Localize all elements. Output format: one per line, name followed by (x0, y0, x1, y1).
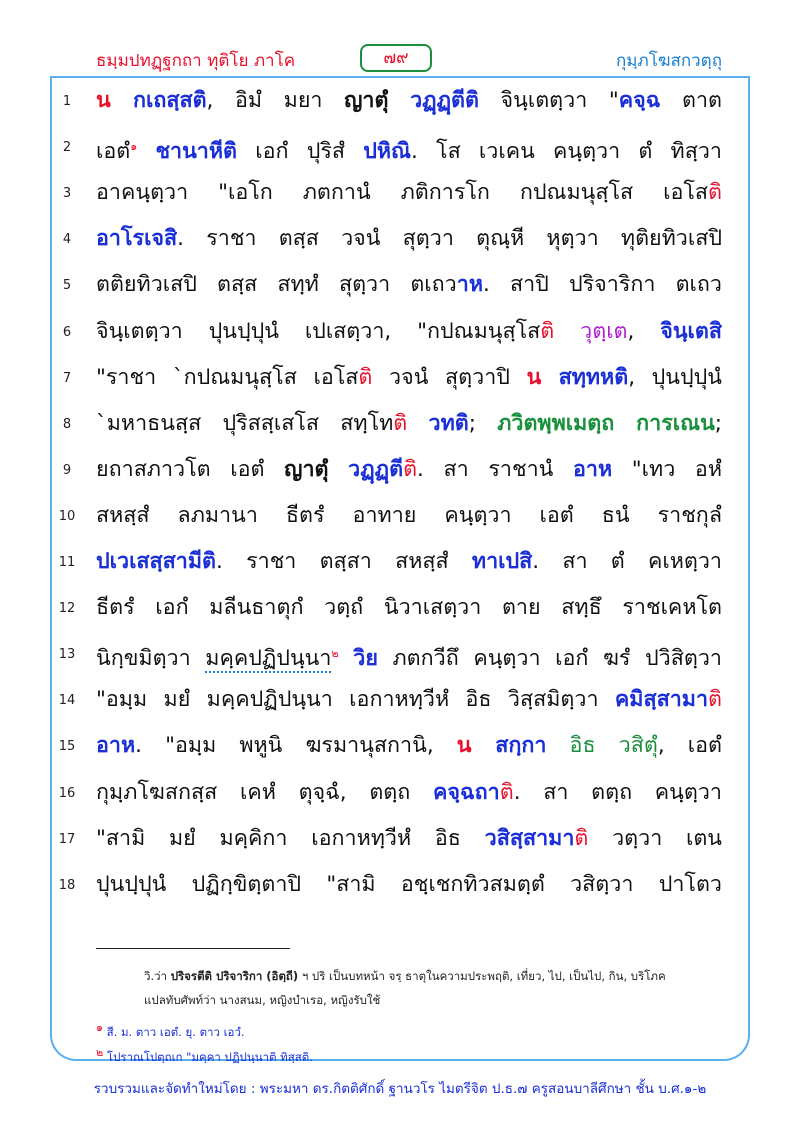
text-line (0, 130, 800, 164)
line-number: 6 (62, 324, 72, 340)
text-line (0, 776, 800, 810)
line-number: 14 (58, 693, 76, 709)
text-run: สกฺกา (495, 733, 547, 759)
line-number: 11 (58, 555, 76, 570)
text-run: ทาเปสิ (471, 549, 533, 574)
text-run: ติ (708, 687, 722, 713)
line-number: 13 (58, 647, 76, 663)
text-run: ; (468, 410, 498, 436)
footnote-2-marker: ๑ (96, 1021, 103, 1034)
footer-credit: รวบรวมและจัดทำใหม่โดย : พระมหา ดร.กิตติศักดิ์ ฐานวโร ไมตรีจิต ป.ธ.๗ ครูสอนบาลีศึกษา ชั้น บ.ศ.๑-๒ (93, 1081, 707, 1097)
text-run: น (456, 733, 496, 759)
text-line (0, 822, 800, 856)
line-text (96, 315, 722, 349)
text-run: . สา ตตฺถ คนฺตฺวา (513, 779, 722, 805)
line-text (96, 453, 722, 487)
text-run: ภวิตพฺพเมตฺถ การเณน (497, 410, 715, 436)
text-run: คจฺฉถา (433, 779, 500, 805)
text-run: วตฺวา เตน (588, 825, 722, 851)
footnote-2-text: สี. ม. ตาว เอตํ. ยุ. ตาว เอวํ. (106, 1024, 245, 1039)
text-run: . สา ราชานํ (417, 456, 573, 482)
text-run: ; (714, 410, 722, 436)
line-number: 5 (62, 278, 72, 294)
text-run: ยถาสภาวโต เอตํ (96, 456, 285, 482)
text-line (0, 637, 800, 671)
line-text (96, 729, 722, 763)
page-number-badge: ๗๙ (360, 44, 432, 72)
text-run: น (526, 364, 559, 390)
text-run: ติ (358, 364, 373, 390)
footnote-3 (96, 1043, 313, 1067)
text-run: วิย (353, 646, 378, 672)
line-text (96, 683, 722, 717)
footnote-1-line2: แปลทับศัพท์ว่า นางสนม, หญิงบำเรอ, หญิงรับใช้ (144, 993, 381, 1007)
text-run: วสิสฺสามา (484, 825, 575, 851)
line-number: 18 (58, 877, 76, 893)
line-text (96, 822, 722, 856)
text-run: "ราชา `กปณมนุสฺโส เอโส (96, 364, 359, 390)
text-line (0, 361, 800, 395)
line-number: 12 (58, 601, 76, 617)
footnote-3-marker: ๒ (96, 1046, 104, 1059)
text-run: ญาตุํ (344, 88, 389, 113)
line-number: 15 (58, 739, 76, 755)
text-run (407, 411, 428, 436)
line-text (96, 407, 722, 441)
header-book-title: กุมฺภโฆสกวตฺถุ (615, 51, 722, 71)
footnote-1-term: ปริจรตีติ ปริจาริกา (อิตฺถี) (170, 969, 299, 983)
text-run: ๑ (130, 140, 138, 154)
text-run: ตติยทิวเสปิ ตสฺส สทฺทํ สุตฺวา ตเถว (96, 272, 457, 298)
text-run: . ราชา ตสฺสา สหสฺสํ (216, 549, 472, 574)
line-text (96, 776, 722, 810)
text-run: ปเวเสสฺสามีติ (96, 549, 216, 574)
text-run (137, 139, 155, 164)
line-text (96, 591, 722, 625)
text-run: ติ (393, 410, 408, 436)
footnote-1-text: ฯ ปริ เป็นบทหน้า จรฺ ธาตุในความประพฤติ, เที่ยว, ไป, เป็นไป, กิน, บริโภค (301, 969, 666, 983)
text-run: คจฺฉ (618, 88, 661, 113)
text-run (554, 319, 580, 344)
footnote-1 (144, 968, 666, 986)
text-line (0, 222, 800, 256)
text-run: จินฺเตสิ (660, 318, 722, 344)
text-run: , อิมํ มยา (206, 88, 345, 113)
line-number: 7 (62, 370, 72, 386)
text-line (0, 176, 800, 210)
text-run: ติ (499, 779, 514, 805)
text-run: ติ (708, 180, 722, 206)
text-run: วุตฺเต (580, 318, 628, 344)
line-number: 1 (62, 94, 72, 109)
line-text (96, 84, 722, 118)
text-run: สทฺทหติ (558, 364, 629, 390)
text-run: นิกฺขมิตฺวา (96, 646, 206, 672)
footnote-1-label: วิ.ว่า (144, 969, 168, 983)
text-run: . สาปิ ปริจาริกา ตเถว (483, 272, 722, 298)
text-line (0, 315, 800, 349)
text-run: , ปุนปฺปุนํ (628, 364, 722, 390)
line-text (96, 222, 722, 256)
text-line (0, 499, 800, 533)
line-text (96, 868, 722, 902)
text-run: ญาตุํ (284, 456, 329, 482)
text-run: "อมฺม มยํ มคฺคปฏิปนฺนา เอกาหทฺวีหํ อิธ วิสฺสมิตฺวา (96, 687, 615, 713)
text-run: อาโรเจสิ (96, 226, 178, 252)
text-run: . "อมฺม พหูนิ ฆรมานุสกานิ, (135, 733, 457, 759)
text-run: ติ (540, 318, 555, 344)
text-line (0, 407, 800, 441)
line-number: 9 (62, 462, 72, 478)
text-run: วฏฺฏฺตี (348, 456, 404, 482)
line-number: 2 (62, 140, 72, 156)
text-run: น (96, 88, 133, 113)
text-run: สหสฺสํ ลภมานา ธีตรํ อาทาย คนฺตฺวา เอตํ ธนํ ราชกุลํ (96, 502, 722, 528)
text-run: ติ (403, 456, 418, 482)
text-run: . ราชา ตสฺส วจนํ สุตฺวา ตุณฺหี หุตฺวา ทุติยทิวเสปิ (177, 226, 722, 252)
text-run: อาห (572, 456, 613, 482)
text-run: วฏฺฏฺตีติ (410, 88, 479, 113)
text-run: . สา ตํ คเหตฺวา (532, 549, 722, 574)
text-run: ๒ (331, 647, 339, 661)
text-line (0, 84, 800, 118)
footnote-2 (96, 1018, 245, 1042)
line-text (96, 268, 722, 302)
line-number: 4 (62, 232, 72, 248)
text-run: วทติ (428, 410, 469, 436)
text-run (388, 88, 410, 113)
text-run: เอกํ ปุริสํ (237, 139, 364, 165)
text-run: วจนํ สุตฺวาปิ (372, 364, 527, 390)
text-run: ตาต (660, 88, 722, 113)
text-run: `มหาธนสฺส ปุริสสฺเสโส สทฺโท (96, 410, 394, 436)
text-line (0, 545, 800, 579)
line-text (96, 637, 722, 676)
text-run: ธีตรํ เอกํ มลีนธาตุกํ วตฺถํ นิวาเสตฺวา ตาย สทฺธึ ราชเคหโต (96, 595, 722, 621)
text-run: ปหิณิ (363, 139, 412, 165)
text-run (546, 733, 569, 758)
text-line (0, 453, 800, 487)
text-run: าห (456, 272, 483, 298)
text-run: อิธ วสิตุํ (569, 733, 658, 759)
text-line (0, 868, 800, 902)
line-text (96, 176, 722, 210)
text-run: ติ (574, 825, 589, 851)
text-run: , (627, 318, 661, 344)
line-number: 17 (58, 831, 76, 847)
line-number: 3 (62, 186, 72, 202)
text-run: , เอตํ (657, 733, 722, 759)
text-line (0, 729, 800, 763)
footnote-divider (96, 948, 290, 949)
text-run (329, 457, 349, 482)
text-run: เอตํ (96, 139, 131, 165)
text-line (0, 591, 800, 625)
text-run: ปุนปฺปุนํ ปฏิกฺขิตฺตาปิ "สามิ อชฺเชกทิวสมตฺตํ วสิตฺวา ปาโตว (96, 871, 722, 897)
text-run: มคฺคปฏิปนฺนา (205, 646, 332, 672)
text-run: อาห (96, 733, 136, 759)
line-text (96, 361, 722, 395)
header-title: ธมฺมปทฏฺฐกถา ทุติโย ภาโค (96, 51, 296, 71)
text-run: จินฺเตตฺวา " (478, 88, 619, 113)
text-run: "สามิ มยํ มคฺคิกา เอกาหทฺวีหํ อิธ (96, 825, 485, 851)
line-text (96, 130, 722, 169)
text-run: จินฺเตตฺวา ปุนปฺปุนํ เปเสตฺวา, "กปณมนุสฺโส (96, 318, 541, 344)
text-run: ภตกวีถึ คนฺตฺวา เอกํ ฆรํ ปวิสิตฺวา (377, 646, 722, 672)
line-number: 8 (62, 416, 72, 432)
text-line (0, 683, 800, 717)
text-run: อาคนฺตฺวา "เอโก ภตกานํ ภติการโก กปณมนุสฺโส เอโส (96, 180, 709, 206)
text-run: . โส เวเคน คนฺตฺวา ตํ ทิสฺวา (411, 139, 722, 165)
text-run: กเถสฺสติ (132, 88, 207, 113)
text-run: ชานาหีติ (155, 139, 238, 165)
text-line (0, 268, 800, 302)
text-run (339, 646, 354, 671)
text-run: "เทว อหํ (612, 456, 722, 482)
line-text (96, 545, 722, 579)
line-number: 10 (58, 508, 76, 524)
line-text (96, 499, 722, 533)
footnote-3-text: โปราณโปตฺถเก "มคฺคา ปฏิปนฺนาติ ทิสฺสติ. (106, 1049, 313, 1064)
line-number: 16 (58, 785, 76, 801)
text-run: คมิสฺสามา (614, 687, 709, 713)
text-run: กุมฺภโฆสกสฺส เคหํ ตุจฺฉํ, ตตฺถ (96, 779, 433, 805)
